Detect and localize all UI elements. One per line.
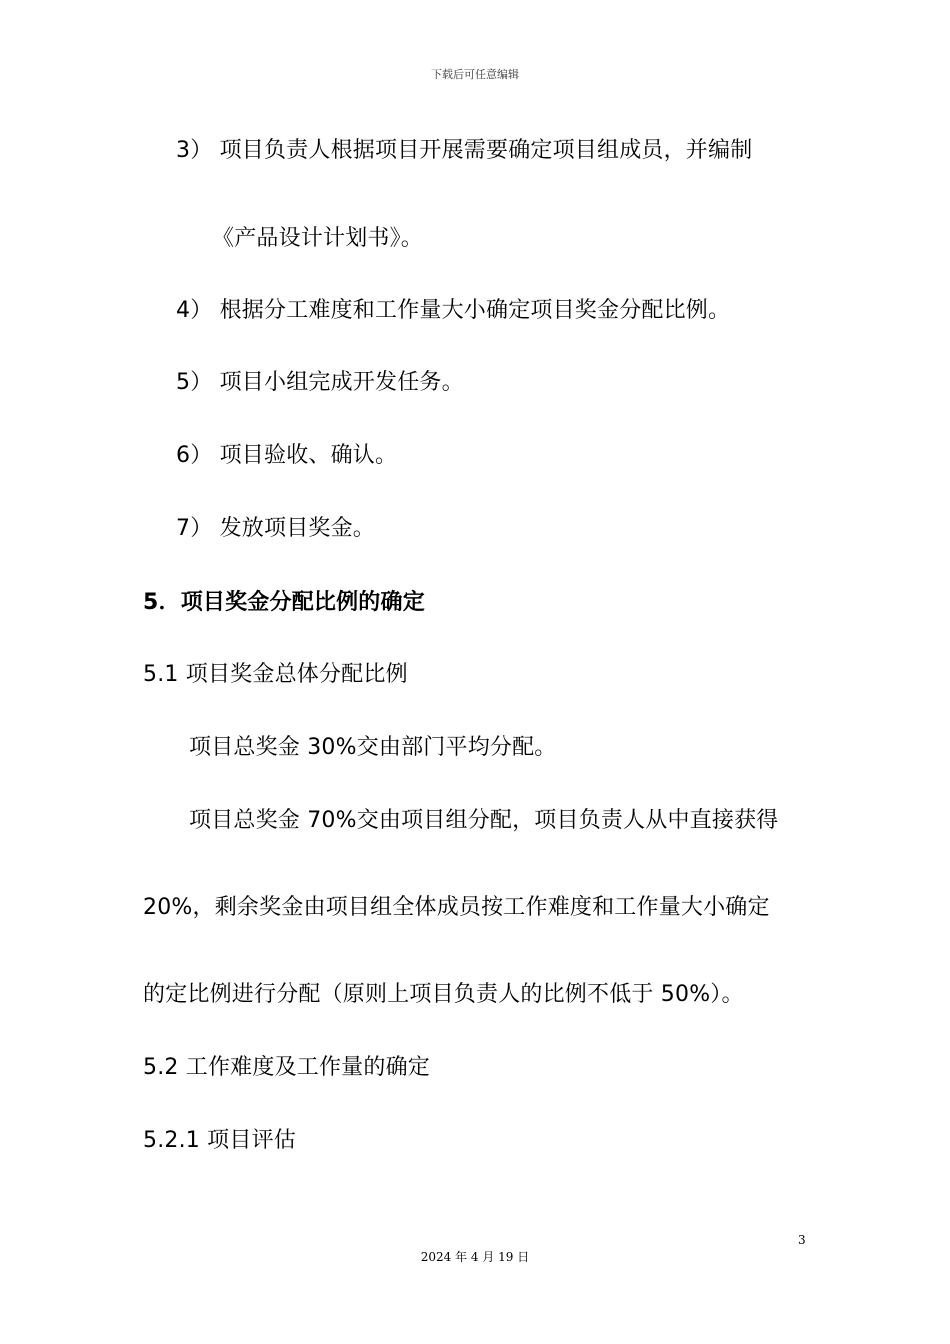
footer-date: 2024 年 4 月 19 日 xyxy=(420,1250,530,1264)
paragraph-team-share-line-2: 20%，剩余奖金由项目组全体成员按工作难度和工作量大小确定 xyxy=(143,895,770,920)
subsection-heading-5-2-1: 5.2.1 项目评估 xyxy=(143,1128,296,1153)
section-heading-5: 5．项目奖金分配比例的确定 xyxy=(143,590,425,615)
paragraph-department-share: 项目总奖金 30%交由部门平均分配。 xyxy=(189,735,557,760)
page-number: 3 xyxy=(798,1233,806,1247)
list-item-7: 7） 发放项目奖金。 xyxy=(176,516,375,541)
paragraph-team-share-line-3: 的定比例进行分配（原则上项目负责人的比例不低于 50%）。 xyxy=(143,982,744,1007)
list-item-5: 5） 项目小组完成开发任务。 xyxy=(176,370,464,395)
page-header-note: 下载后可任意编辑 xyxy=(431,68,519,81)
subsection-heading-5-2: 5.2 工作难度及工作量的确定 xyxy=(143,1055,430,1080)
list-item-3-line-2: 《产品设计计划书》。 xyxy=(212,226,424,251)
subsection-heading-5-1: 5.1 项目奖金总体分配比例 xyxy=(143,662,408,687)
paragraph-team-share-line-1: 项目总奖金 70%交由项目组分配，项目负责人从中直接获得 xyxy=(189,808,779,833)
list-item-4: 4） 根据分工难度和工作量大小确定项目奖金分配比例。 xyxy=(176,298,731,323)
list-item-3-line-1: 3） 项目负责人根据项目开展需要确定项目组成员，并编制 xyxy=(176,138,753,163)
list-item-6: 6） 项目验收、确认。 xyxy=(176,443,398,468)
